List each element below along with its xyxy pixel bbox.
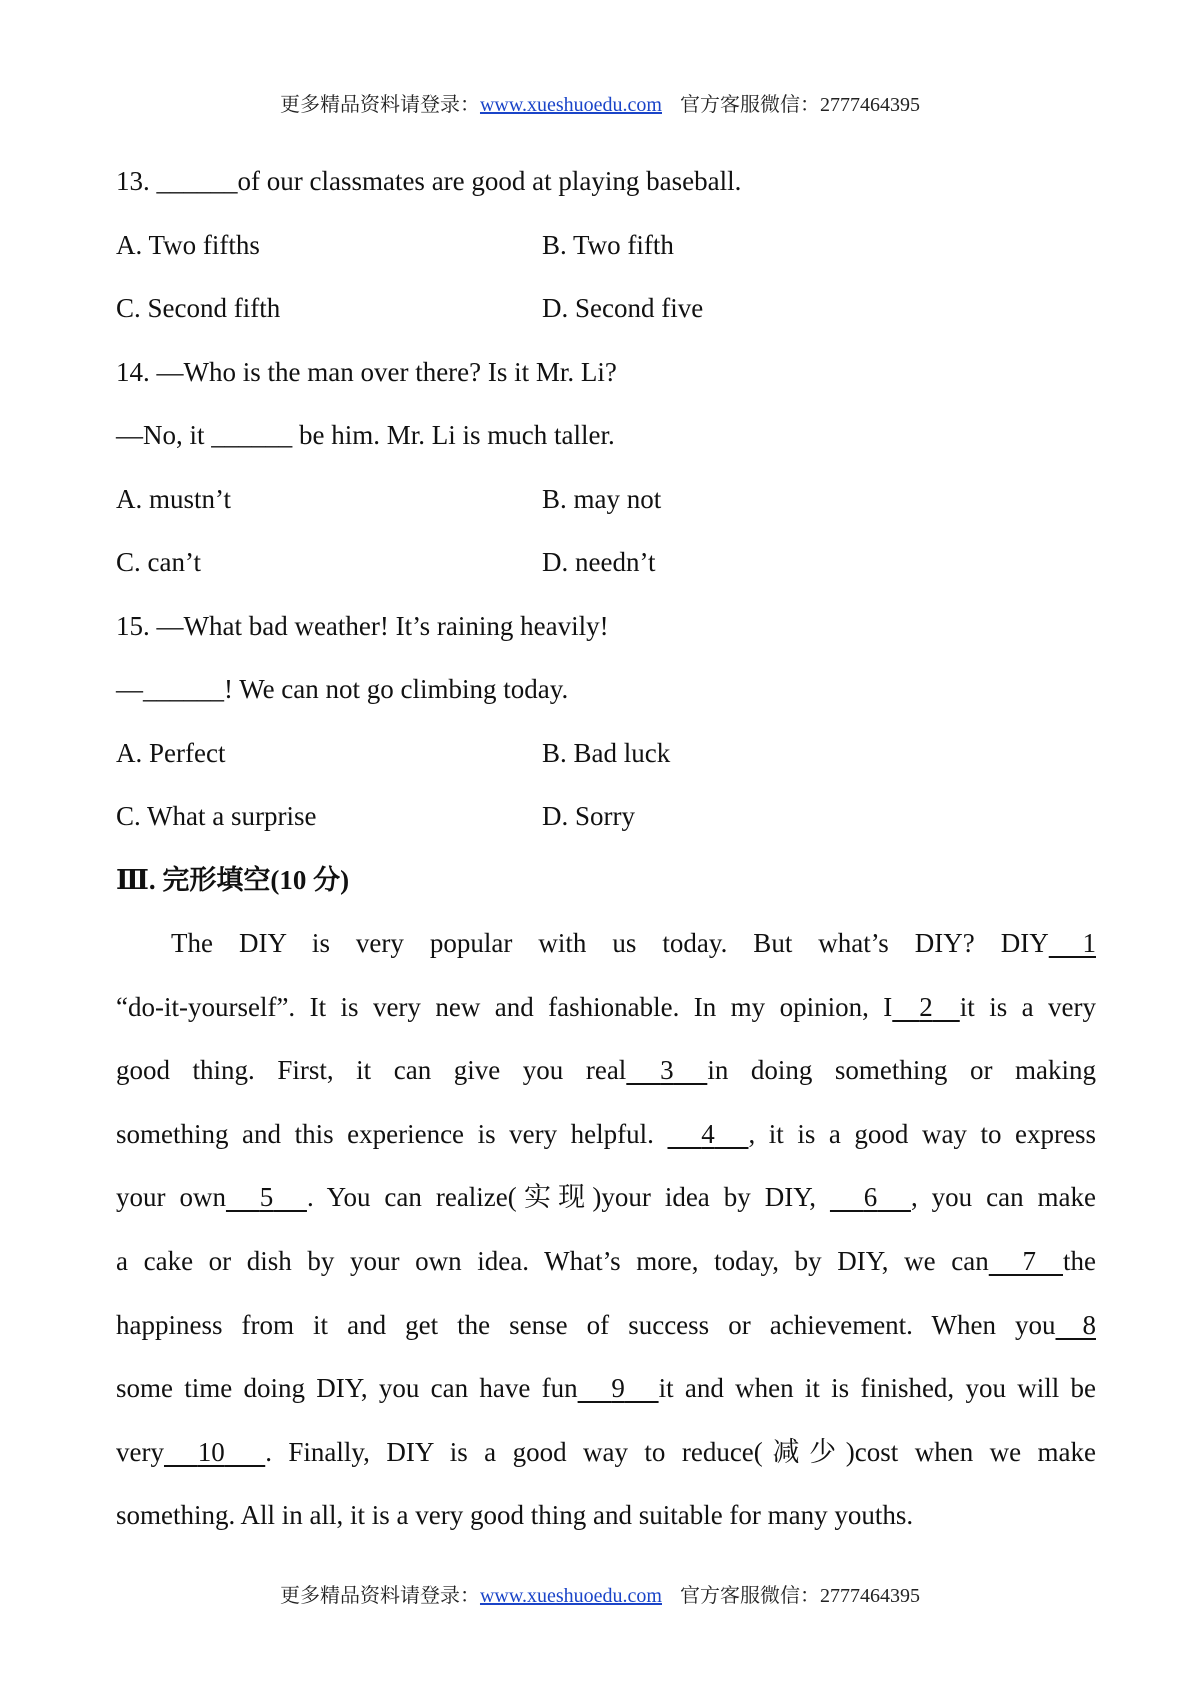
section-title: Ⅲ. 完形填空(10 分) <box>116 864 350 895</box>
question-15-options-row-2 <box>116 785 1096 849</box>
option: C. Second fifth <box>116 293 281 323</box>
question-13-stem: 13. ______of our classmates are good at playing baseball. <box>116 166 742 196</box>
option: D. needn’t <box>542 547 656 577</box>
header-link[interactable]: www.xueshuoedu.com <box>479 94 662 116</box>
passage-line: your own 5 . You can realize(实现)your idea by DIY, 6 , you can make <box>116 1166 1096 1230</box>
blank-7: 7 <box>1022 1245 1036 1276</box>
passage-line: something. All in all, it is a very good thing and suitable for many youths. <box>116 1500 914 1531</box>
option: A. Two fifths <box>116 229 260 260</box>
header-prefix: 更多精品资料请登录： <box>279 94 480 116</box>
blank-8: 8 <box>1082 1309 1096 1340</box>
page-footer <box>0 1579 1200 1608</box>
blank-number <box>1049 928 1083 958</box>
question-14-options-row-1 <box>116 468 1096 532</box>
question-15-stem: 15. —What bad weather! It’s raining heavily! <box>116 610 609 641</box>
page-header <box>0 88 1200 117</box>
blank-5: 5 <box>259 1182 274 1213</box>
passage-line: good thing. First, it can give you real 3 in doing something or making <box>116 1039 1096 1103</box>
blank-6: 6 <box>863 1182 878 1213</box>
option: B. Bad luck <box>542 737 671 768</box>
cloze-passage <box>116 912 1096 1548</box>
question-13-options-row-2 <box>116 277 1096 341</box>
blank-2: 2 <box>919 991 933 1022</box>
passage-line: The DIY is very popular with us today. But what’s DIY? DIY 1 <box>116 912 1096 976</box>
blank-9: 9 <box>611 1373 625 1404</box>
document-body <box>116 150 1096 1548</box>
question-14-reply: —No, it ______ be him. Mr. Li is much taller. <box>116 420 615 450</box>
question-13-options-row-1 <box>116 214 1096 278</box>
blank-4: 4 <box>701 1118 715 1149</box>
option: B. Two fifth <box>542 229 674 260</box>
question-14-options-row-2 <box>116 531 1096 595</box>
option: B. may not <box>542 483 662 514</box>
option: D. Second five <box>542 293 704 323</box>
passage-line: some time doing DIY, you can have fun 9 it and when it is finished, you will be <box>116 1357 1096 1421</box>
question-14-stem: 14. —Who is the man over there? Is it Mr. Li? <box>116 356 617 387</box>
question-15-reply: —______! We can not go climbing today. <box>116 674 569 704</box>
option: A. mustn’t <box>116 483 232 514</box>
header-service: 官方客服微信：2777464395 <box>680 94 920 116</box>
blank-1: 1 <box>1049 912 1096 976</box>
option: C. can’t <box>116 547 201 577</box>
passage-line: happiness from it and get the sense of success or achievement. When you 8 <box>116 1294 1096 1358</box>
footer-prefix: 更多精品资料请登录： <box>279 1585 480 1607</box>
blank-10: 10 <box>197 1436 225 1467</box>
question-15-options-row-1 <box>116 722 1096 786</box>
footer-link[interactable]: www.xueshuoedu.com <box>479 1585 662 1607</box>
option: C. What a surprise <box>116 801 317 831</box>
passage-line: “do-it-yourself”. It is very new and fashionable. In my opinion, I 2 it is a very <box>116 976 1096 1040</box>
passage-line: something and this experience is very helpful. 4 , it is a good way to express <box>116 1103 1096 1167</box>
footer-service: 官方客服微信：2777464395 <box>680 1585 920 1607</box>
passage-line: very 10 . Finally, DIY is a good way to reduce(减少)cost when we make <box>116 1421 1096 1485</box>
blank-3: 3 <box>660 1055 674 1086</box>
option: A. Perfect <box>116 737 226 768</box>
option: D. Sorry <box>542 801 635 831</box>
passage-line: a cake or dish by your own idea. What’s more, today, by DIY, we can 7 the <box>116 1230 1096 1294</box>
